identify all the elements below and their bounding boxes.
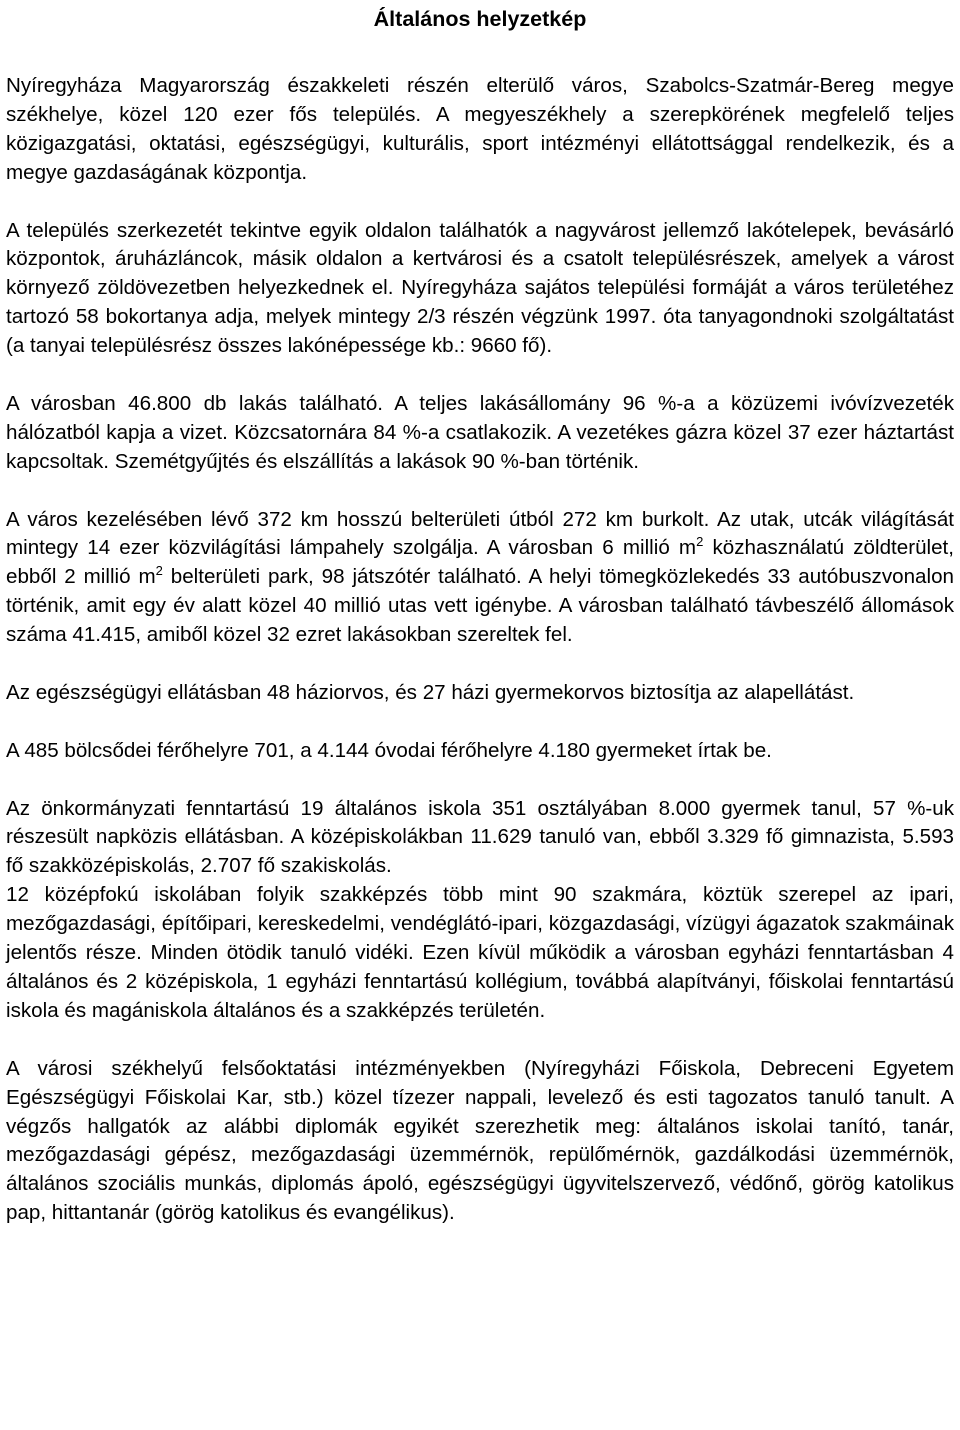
paragraph-childcare: A 485 bölcsődei férőhelyre 701, a 4.144 óvodai férőhelyre 4.180 gyermeket írtak be. [6, 738, 772, 762]
spacer [6, 766, 954, 795]
infrastructure-text-3: belterületi park, 98 játszótér található. A helyi tömegközlekedés 33 autóbuszvonalon történik, amit egy év alatt közel 40 millió utas vett igénybe. A városban található távbeszélő állomások száma 41.415, amiből közel 32 ezret lakásokban szereltek fel. [6, 565, 954, 647]
spacer [6, 361, 954, 390]
spacer [6, 650, 954, 679]
paragraph-infrastructure [6, 506, 954, 651]
paragraph-healthcare: Az egészségügyi ellátásban 48 háziorvos, és 27 házi gyermekorvos biztosítja az alapellátást. [6, 680, 855, 704]
spacer [6, 188, 954, 217]
spacer [6, 36, 954, 72]
spacer [6, 477, 954, 506]
spacer [6, 708, 954, 737]
infrastructure-text-1: A város kezelésében lévő 372 km hosszú belterületi útból 272 km burkolt. Az utak, utcák világítását mintegy 14 ezer közvilágítási lámpahely szolgálja. A városban 6 millió m [6, 507, 954, 560]
paragraph-vocational: 12 középfokú iskolában folyik szakképzés több mint 90 szakmára, köztük szerepel az ipari, mezőgazdasági, építőipari, kereskedelmi, vendéglátó-ipari, közgazdasági, vízügyi ágazatok szakmáinak jelentős része. Minden ötödik tanuló vidéki. Ezen kívül működik a városban egyházi fenntartásban 4 általános és 2 középiskola, 1 egyházi fenntartású kollégium, továbbá alapítványi, főiskolai fenntartású iskola és magániskola általános és a szakképzés területén. [6, 883, 954, 1022]
paragraph-schools: Az önkormányzati fenntartású 19 általános iskola 351 osztályában 8.000 gyermek tanul, 57 %-uk részesült napközis ellátásban. A középiskolákban 11.629 tanuló van, ebből 3.329 fő gimnazista, 5.593 fő szakközépiskolás, 2.707 fő szakiskolás. [6, 796, 954, 878]
spacer [6, 1026, 954, 1055]
infrastructure-text-2: közhasználatú zöldterület, ebből 2 millió m [6, 536, 954, 589]
paragraph-higher-education: A városi székhelyű felsőoktatási intézményekben (Nyíregyházi Főiskola, Debreceni Egyetem Egészségügyi Főiskolai Kar, stb.) közel tízezer nappali, levelező és esti tagozatos tanuló tanult. A végzős hallgatók az alábbi diplomák egyikét szerezhetik meg: általános iskolai tanító, tanár, mezőgazdasági gépész, mezőgazdasági üzemmérnök, repülőmérnök, gazdálkodási üzemmérnök, általános szociális munkás, diplomás ápoló, egészségügyi ügyvitelszervező, védőnő, görög katolikus pap, hittantanár (görög katolikus és evangélikus). [6, 1056, 954, 1225]
superscript-2: 2 [696, 534, 704, 550]
paragraph-intro: Nyíregyháza Magyarország északkeleti részén elterülő város, Szabolcs-Szatmár-Bereg megye székhelye, közel 120 ezer fős település. A megyeszékhely a szerepkörének megfelelő teljes közigazgatási, oktatási, egészségügyi, kulturális, sport intézményi ellátottsággal rendelkezik, és a megye gazdaságának központja. [6, 74, 954, 184]
paragraph-housing: A városban 46.800 db lakás található. A teljes lakásállomány 96 %-a a közüzemi ivóvízvezeték hálózatból kapja a vizet. Közcsatornára 84 %-a csatlakozik. A vezetékes gázra közel 37 ezer háztartást kapcsoltak. Szemétgyűjtés és elszállítás a lakások 90 %-ban történik. [6, 391, 954, 473]
page-title: Általános helyzetkép [373, 7, 587, 31]
paragraph-structure: A település szerkezetét tekintve egyik oldalon találhatók a nagyvárost jellemző lakótelepek, bevásárló központok, áruházláncok, másik oldalon a kertvárosi és a csatolt településrészek, amelyek a várost környező zöldövezetben helyezkednek el. Nyíregyháza sajátos települési formáját a város területéhez tartozó 58 bokortanya adja, melyek mintegy 2/3 részén végzünk 1997. óta tanyagondnoki szolgáltatást (a tanyai településrész összes lakónépessége kb.: 9660 fő). [6, 218, 954, 358]
superscript-2: 2 [155, 563, 163, 579]
